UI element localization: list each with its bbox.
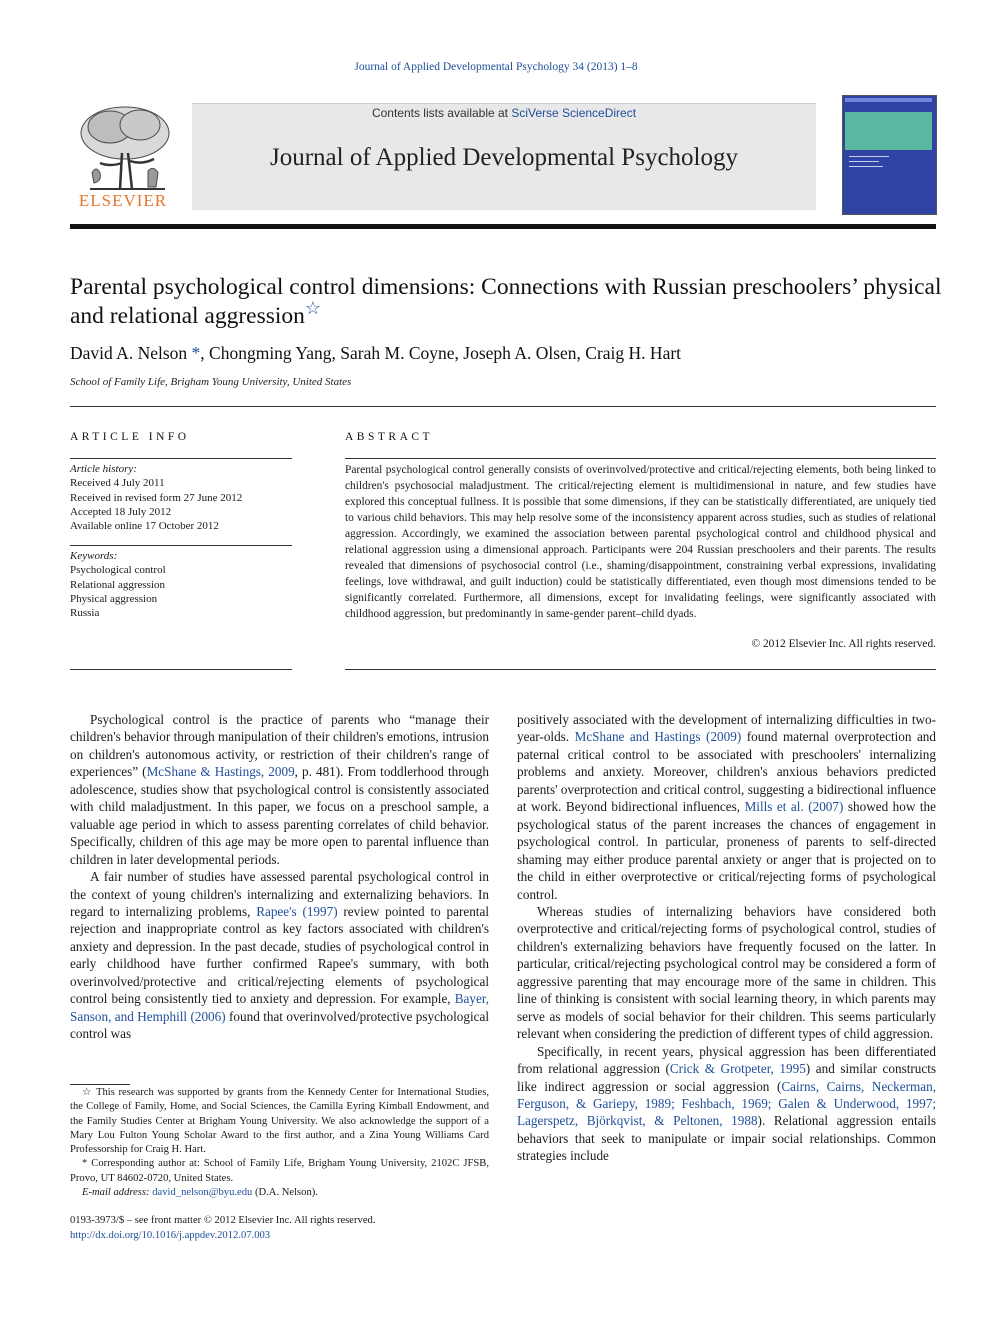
journal-cover-thumbnail[interactable] (842, 95, 937, 215)
reference-link[interactable]: Bayer, Sanson, and Hemphill (2006) (70, 991, 489, 1024)
footnote-star: ☆ (82, 1087, 93, 1098)
article-title (70, 273, 950, 331)
footnote-text: Corresponding author at: School of Family Life, Brigham Young University, 2102C JFSB, Provo, UT 84602-0720, United States. (70, 1158, 489, 1184)
reference-link[interactable]: McShane & Hastings, 2009 (146, 764, 295, 780)
corresponding-footnote (70, 1157, 489, 1186)
article-info-heading: ARTICLE INFO (70, 431, 190, 443)
keyword-item: Psychological control (70, 564, 166, 577)
affiliation: School of Family Life, Brigham Young University, United States (70, 376, 352, 388)
abstract-rule-top (345, 458, 936, 459)
body-text: ). Relational aggression entails behaviors that seek to manipulate or impair social relationships. Common strategies include (517, 1113, 937, 1164)
header-divider (70, 224, 936, 229)
body-paragraph (517, 711, 936, 903)
publisher-name: ELSEVIER (78, 191, 168, 210)
footnote-rule (70, 1084, 130, 1085)
title-footnote-star[interactable]: ☆ (304, 298, 322, 319)
reference-link[interactable]: Cairns, Cairns, Neckerman, Ferguson, & Gariepy, 1989; Feshbach, 1969; Galen & Underwood, 1997; Lagerspetz, Björkqvist, & Peltonen, 1988 (517, 1078, 936, 1129)
reference-link[interactable]: Rapee's (1997) (256, 903, 338, 919)
body-paragraph (517, 1043, 936, 1165)
body-text: Specifically, in recent years, physical aggression has been differentiated from relational aggression ( (517, 1043, 936, 1077)
doi-link[interactable]: http://dx.doi.org/10.1016/j.appdev.2012.07.003 (70, 1229, 271, 1241)
cover-head-strip (845, 98, 932, 102)
email-link[interactable]: david_nelson@byu.edu (152, 1187, 253, 1199)
body-column-left (70, 711, 489, 1043)
body-text: ) and similar constructs like indirect aggression or social aggression ( (517, 1061, 936, 1094)
body-text: showed how the psychological status of the parent increases the chances of engagement in psychological control. In particular, proneness of parents to self-directed shaming may either produce parental anxiety or anger that is projected on to the child in either overprotective or critical/rejecting forms of psychological control. (517, 799, 936, 902)
tree-icon (70, 103, 176, 195)
contents-available-line (192, 106, 816, 120)
abstract-rule-bottom (345, 669, 936, 670)
history-accepted: Accepted 18 July 2012 (70, 505, 172, 518)
cover-text-line (849, 156, 889, 157)
body-paragraph (70, 868, 489, 1043)
body-paragraph: Whereas studies of internalizing behaviors have considered both overprotective and critical/rejecting forms of psychological control, studies of children's externalizing behaviors have frequently focused on the latter. In particular, critical/rejecting psychological control may be considered a form of aggressive parenting that may encourage more of the same in children. This line of thinking is consistent with social learning theory, in which parents may serve as models of social behavior for their children. This seems particularly relevant when considering the prediction of different types of child aggression. (517, 903, 936, 1042)
body-text: found maternal overprotection and paternal critical control to be associated with preschoolers' internalizing problems and anxiety. Moreover, children's anxious behaviors predicted parents' overprotection and critical control, suggesting a bidirectional influence at work. Beyond bidirectional influences, (517, 729, 936, 815)
footnote-text: This research was supported by grants from the Kennedy Center for International Studies, the College of Family, Home, and Social Sciences, the Camilla Eyring Kimball Endowment, and the Family Studies Center at Brigham Young University. We also acknowledge the support of a Mary Lou Fulton Young Scholar Award to the first author, and a Zina Young Williams Card Professorship for Craig H. Hart. (70, 1087, 490, 1156)
history-received: Received 4 July 2011 (70, 477, 165, 490)
email-label: E-mail address: (82, 1187, 153, 1199)
article-title-text: Parental psychological control dimensions: Connections with Russian preschoolers’ physical and relational aggression (70, 274, 942, 329)
citation-link[interactable]: Journal of Applied Developmental Psychology 34 (2013) 1–8 (354, 61, 638, 73)
cover-title-band (845, 112, 932, 150)
info-rule-bottom (70, 669, 292, 670)
footnote-asterisk: * (82, 1158, 88, 1170)
body-text: A fair number of studies have assessed parental psychological control in the context of young children's internalizing and externalizing behaviors. In regard to internalizing problems, (70, 869, 489, 919)
info-rule-middle (70, 545, 292, 546)
funding-footnote (70, 1086, 489, 1157)
abstract-text: Parental psychological control generally consists of overinvolved/protective and critical/rejecting elements, both being linked to children's psychosocial maladjustment. The critical/rejecting element is multidimensional in nature, and few studies have explored this conceptual fullness. It is possible that some dimensions, if they can be statistically differentiated, are uniquely tied to various child behaviors. This may help resolve some of the inconsistency apparent across studies, such as studies of relational aggression. Accordingly, we examined the association between parental psychological control and childhood physical and relational aggression using a dimensional approach. Participants were 204 Russian preschoolers and their parents. The results revealed that dimensions of psychosocial control (i.e., shaming/disappointment, constraining verbal expressions, invalidating feelings, love withdrawal, and guilt induction) could be statistically differentiated, even though most dimensions tended to be significantly correlated. Furthermore, all dimensions, except for invalidating feelings, were significantly associated with childhood aggression, but predominantly in same-gender parent–child dyads. (345, 464, 936, 620)
keywords (70, 549, 292, 620)
email-footnote (70, 1186, 489, 1200)
journal-header (70, 95, 936, 217)
email-suffix: (D.A. Nelson). (252, 1187, 318, 1199)
co-authors: , Chongming Yang, Sarah M. Coyne, Joseph A. Olsen, Craig H. Hart (200, 343, 682, 363)
info-rule-top (70, 458, 292, 459)
keyword-item: Physical aggression (70, 592, 158, 605)
footnotes (70, 1084, 489, 1200)
author-nelson[interactable]: David A. Nelson (70, 343, 192, 363)
contents-prefix: Contents lists available at (371, 106, 512, 120)
cover-text-line (849, 166, 883, 167)
body-text: review pointed to parental rejection and inappropriate control as key factors associated with children's anxiety and depression. In the past decade, studies of psychological control in early childhood have further confirmed Rapee's summary, with both overinvolved/protective and critical/rejecting elements of psychological control being consistently tied to anxiety and depression. For example, (70, 903, 489, 1007)
journal-title: Journal of Applied Developmental Psychology (270, 144, 738, 171)
history-revised: Received in revised form 27 June 2012 (70, 491, 243, 504)
keyword-item: Relational aggression (70, 578, 166, 591)
bottom-meta (70, 1214, 375, 1243)
journal-banner (192, 103, 816, 210)
issn-line: 0193-3973/$ – see front matter © 2012 Elsevier Inc. All rights reserved. (70, 1215, 376, 1226)
body-text: , p. 481). From toddlerhood through adolescence, studies show that psychological control is consistently associated with child maladjustment. In this paper, we focus on a preschool sample, a valuable age period in which to assess parenting correlates of child behavior. Specifically, children of this age may be more open to parental influence than children in later developmental periods. (70, 764, 489, 867)
history-online: Available online 17 October 2012 (70, 520, 219, 533)
history-label: Article history: (70, 463, 137, 475)
title-divider (70, 406, 936, 407)
body-text: Psychological control is the practice of parents who “manage their children's behavior through manipulation of their children's emotions, intrusion on children's autonomous activity, or restriction of their children's range of experiences” ( (70, 712, 489, 780)
sciencedirect-link[interactable]: SciVerse ScienceDirect (511, 106, 637, 120)
body-text: positively associated with the development of internalizing difficulties in two-year-olds. (517, 712, 936, 745)
reference-link[interactable]: Mills et al. (2007) (744, 799, 844, 815)
keywords-label: Keywords: (70, 550, 118, 562)
journal-citation[interactable] (0, 61, 992, 73)
article-history (70, 462, 292, 533)
abstract-heading: ABSTRACT (345, 431, 434, 443)
reference-link[interactable]: Crick & Grotpeter, 1995 (669, 1061, 806, 1077)
keyword-item: Russia (70, 607, 100, 620)
body-text: found that overinvolved/protective psychological control was (70, 1008, 489, 1042)
body-paragraph (70, 711, 489, 868)
reference-link[interactable]: McShane and Hastings (2009) (574, 729, 742, 745)
author-list (70, 343, 681, 364)
cover-text-line (849, 161, 879, 162)
body-column-right (517, 711, 936, 1165)
abstract-copyright: © 2012 Elsevier Inc. All rights reserved. (751, 638, 936, 650)
corresponding-author-mark[interactable]: * (191, 343, 201, 363)
